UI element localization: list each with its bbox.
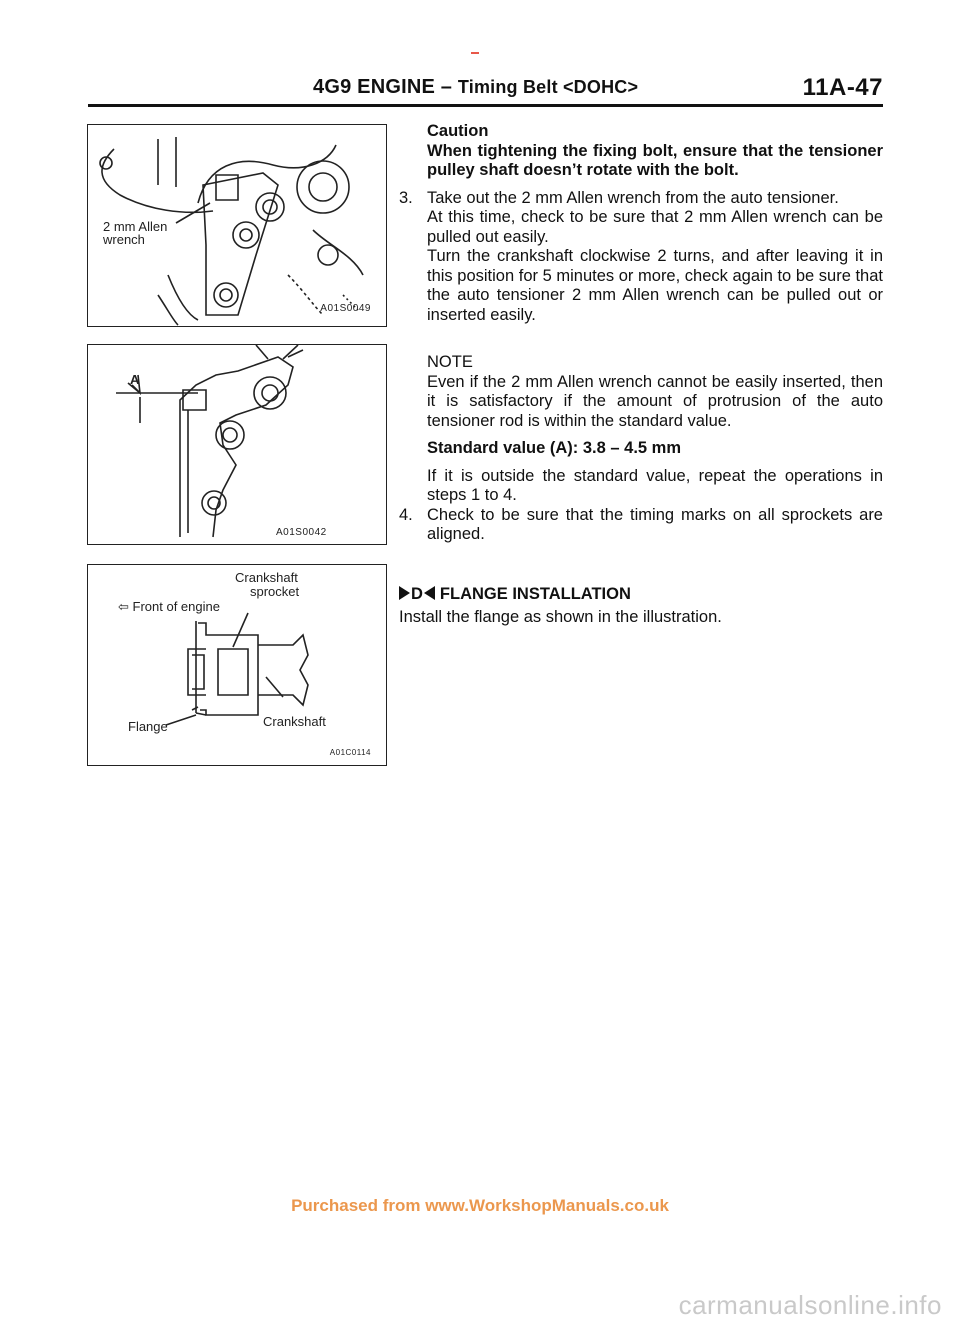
outside-text: If it is outside the standard value, repeat the operations in steps 1 to 4.	[427, 466, 883, 504]
purchased-footer: Purchased from www.WorkshopManuals.co.uk	[291, 1196, 669, 1215]
label-sprocket-2: sprocket	[250, 584, 300, 599]
figure-protrusion	[87, 344, 387, 545]
label-crankshaft: Crankshaft	[263, 714, 326, 729]
flange-illustration	[88, 565, 386, 765]
body-text	[399, 122, 883, 628]
label-flange: Flange	[128, 719, 168, 734]
section-heading	[399, 585, 883, 605]
step-4-number: 4.	[399, 505, 413, 524]
site-watermark: carmanualsonline.info	[678, 1290, 942, 1320]
figure-code: A01S0049	[320, 303, 371, 314]
label-sprocket-1: Crankshaft	[235, 570, 298, 585]
step-3-line3: Turn the crankshaft clockwise 2 turns, and after leaving it in this position for 5 minutes or more, check again to be sure that the auto tensioner 2 mm Allen wrench can be pulled out or inserted easily.	[427, 247, 883, 324]
note-title: NOTE	[427, 353, 473, 371]
label-front-of-engine: ⇦ Front of engine	[118, 599, 220, 614]
label-allen-wrench-1: 2 mm Allen	[103, 219, 168, 234]
figure-code: A01C0114	[329, 748, 371, 757]
section-text: Install the flange as shown in the illustration.	[399, 608, 722, 626]
figure-code: A01S0042	[276, 527, 327, 538]
caution-text: When tightening the fixing bolt, ensure that the tensioner pulley shaft doesn’t rotate with the bolt.	[427, 141, 883, 179]
label-allen-wrench-2: wrench	[103, 232, 145, 247]
standard-value: Standard value (A): 3.8 – 4.5 mm	[427, 439, 682, 457]
step-3-line2: At this time, check to be sure that 2 mm Allen wrench can be pulled out easily.	[427, 208, 883, 246]
page-number: 11A-47	[802, 74, 883, 101]
figure-allen-wrench	[87, 124, 387, 327]
section-title: FLANGE INSTALLATION	[439, 584, 631, 603]
step-4-text: Check to be sure that the timing marks on all sprockets are aligned.	[427, 505, 883, 543]
figure-flange	[87, 564, 387, 766]
top-mark	[471, 52, 479, 54]
left-triangle-icon	[424, 586, 435, 600]
section-letter: D	[411, 584, 423, 603]
header-rule	[88, 104, 883, 107]
step-3	[399, 189, 883, 326]
right-triangle-icon	[399, 586, 410, 600]
page-title: 4G9 ENGINE – Timing Belt <DOHC>	[313, 76, 639, 98]
step-4	[399, 506, 883, 545]
page-header	[88, 76, 883, 104]
label-a: A	[130, 372, 140, 387]
step-3-number: 3.	[399, 188, 413, 207]
caution-title: Caution	[427, 122, 489, 140]
step-3-line1: Take out the 2 mm Allen wrench from the auto tensioner.	[427, 188, 839, 207]
note-text: Even if the 2 mm Allen wrench cannot be easily inserted, then it is satisfactory if the amount of protrusion of the auto tensioner rod is within the standard value.	[427, 372, 883, 430]
